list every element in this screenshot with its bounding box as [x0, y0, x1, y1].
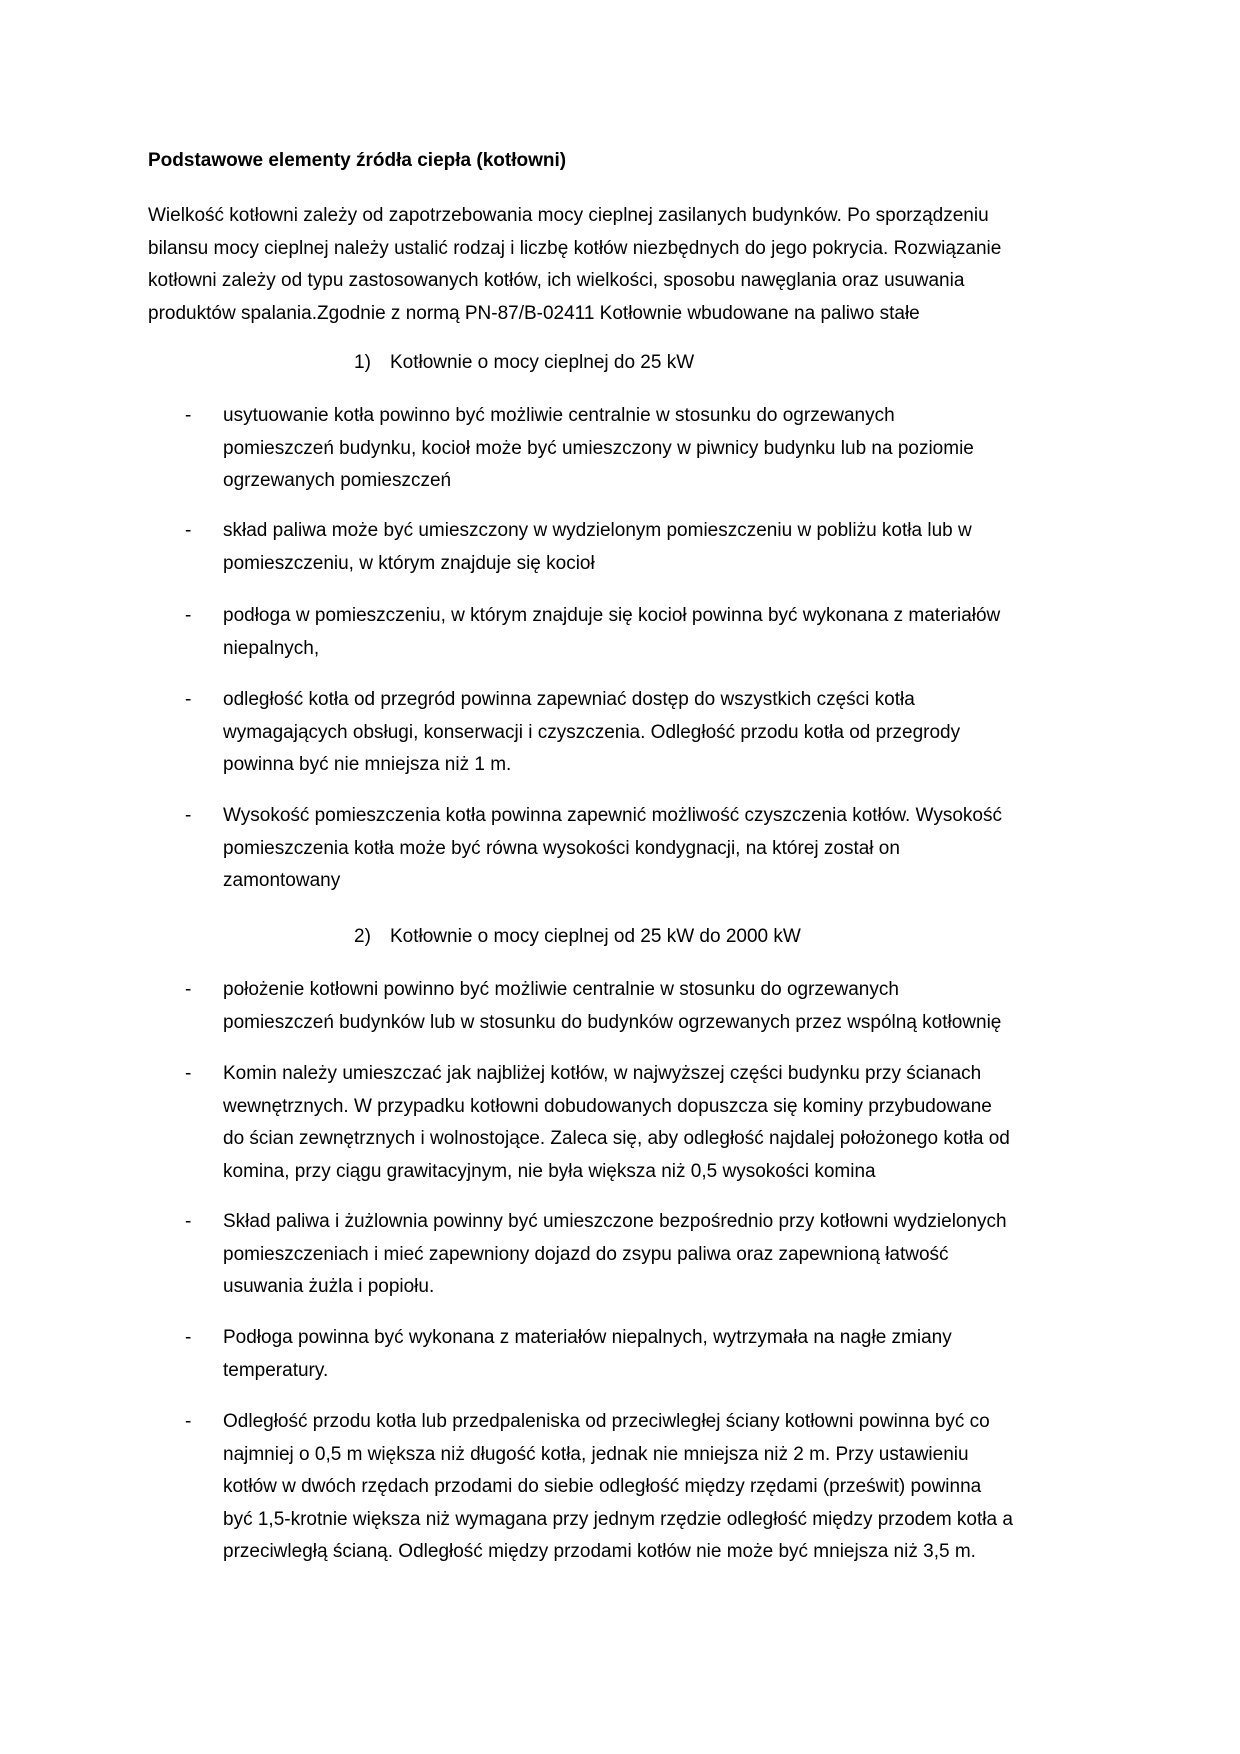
list-item-line: odległość kotła od przegród powinna zapewniać dostęp do wszystkich części kotła: [223, 689, 915, 710]
list-item-line: do ścian zewnętrznych i wolnostojące. Zaleca się, aby odległość najdalej położonego kotła od: [223, 1128, 1010, 1149]
list-item-line: usuwania żużla i popiołu.: [223, 1276, 435, 1297]
intro-line: bilansu mocy cieplnej należy ustalić rodzaj i liczbę kotłów niezbędnych do jego pokrycia. Rozwiązanie: [148, 237, 1002, 259]
list-item-text: [223, 600, 1103, 665]
list-item-line: przeciwległą ścianą. Odległość między przodami kotłów nie może być mniejsza niż 3,5 m.: [223, 1541, 976, 1562]
bullet-dash: -: [185, 689, 192, 710]
intro-line: produktów spalania.Zgodnie z normą PN-87/B-02411 Kotłownie wbudowane na paliwo stałe: [148, 302, 920, 324]
list-item-line: Skład paliwa i żużlownia powinny być umieszczone bezpośrednio przy kotłowni wydzielonych: [223, 1211, 1007, 1232]
list-item-line: wewnętrznych. W przypadku kotłowni dobudowanych dopuszcza się kominy przybudowane: [223, 1095, 992, 1117]
list-item-text: [223, 800, 1103, 898]
bullet-dash: -: [185, 1211, 192, 1232]
bullet-dash: -: [185, 1411, 192, 1432]
list-item-line: pomieszczeniach i mieć zapewniony dojazd do zsypu paliwa oraz zapewnioną łatwość: [223, 1243, 949, 1265]
section-heading-text: Kotłownie o mocy cieplnej do 25 kW: [390, 352, 695, 373]
list-item-line: pomieszczeń budynku, kocioł może być umieszczony w piwnicy budynku lub na poziomie: [223, 437, 974, 459]
list-item-text: [223, 1406, 1103, 1569]
bullet-dash: -: [185, 605, 192, 626]
list-item-line: pomieszczeniu, w którym znajduje się kocioł: [223, 552, 595, 574]
list-item-text: [223, 1322, 1103, 1387]
bullet-dash: -: [185, 979, 192, 1000]
section-number: 1): [354, 352, 371, 373]
list-item-line: ogrzewanych pomieszczeń: [223, 470, 452, 491]
bullet-dash: -: [185, 1063, 192, 1084]
list-item-text: [223, 515, 1103, 580]
list-item-line: wymagających obsługi, konserwacji i czyszczenia. Odległość przodu kotła od przegrody: [223, 721, 961, 743]
intro-line: Wielkość kotłowni zależy od zapotrzebowania mocy cieplnej zasilanych budynków. Po sporządzeniu: [148, 205, 989, 226]
section-heading-text: Kotłownie o mocy cieplnej od 25 kW do 2000 kW: [390, 926, 801, 947]
document-title: Podstawowe elementy źródła ciepła (kotłowni): [148, 150, 567, 171]
section-1-heading: [354, 350, 694, 376]
bullet-dash: -: [185, 1327, 192, 1348]
list-item-line: kotłów w dwóch rzędach przodami do siebie odległość między rzędami (prześwit) powinna: [223, 1476, 982, 1497]
list-item-line: najmniej o 0,5 m większa niż długość kotła, jednak nie mniejsza niż 2 m. Przy ustawieniu: [223, 1443, 969, 1465]
list-item-line: pomieszczeń budynków lub w stosunku do budynków ogrzewanych przez wspólną kotłownię: [223, 1011, 1002, 1033]
intro-paragraph: [148, 200, 1098, 330]
list-item-text: [223, 1206, 1103, 1304]
section-2-heading: [354, 924, 801, 950]
list-item-text: [223, 400, 1103, 498]
list-item-text: [223, 684, 1103, 782]
bullet-dash: -: [185, 520, 192, 541]
list-item-line: skład paliwa może być umieszczony w wydzielonym pomieszczeniu w pobliżu kotła lub w: [223, 520, 972, 541]
list-item-line: pomieszczenia kotła może być równa wysokości kondygnacji, na której został on: [223, 837, 900, 859]
list-item-line: Podłoga powinna być wykonana z materiałów niepalnych, wytrzymała na nagłe zmiany: [223, 1327, 952, 1348]
list-item-line: powinna być nie mniejsza niż 1 m.: [223, 754, 512, 775]
list-item-line: temperatury.: [223, 1359, 329, 1381]
bullet-dash: -: [185, 405, 192, 426]
list-item-line: Odległość przodu kotła lub przedpaleniska od przeciwległej ściany kotłowni powinna być co: [223, 1411, 990, 1432]
list-item-text: [223, 974, 1103, 1039]
list-item-line: Wysokość pomieszczenia kotła powinna zapewnić możliwość czyszczenia kotłów. Wysokość: [223, 805, 1002, 826]
list-item-line: niepalnych,: [223, 637, 320, 659]
bullet-dash: -: [185, 805, 192, 826]
list-item-line: położenie kotłowni powinno być możliwie centralnie w stosunku do ogrzewanych: [223, 979, 899, 1000]
list-item-text: [223, 1058, 1103, 1188]
list-item-line: Komin należy umieszczać jak najbliżej kotłów, w najwyższej części budynku przy ścianach: [223, 1063, 982, 1084]
list-item-line: zamontowany: [223, 870, 341, 891]
list-item-line: usytuowanie kotła powinno być możliwie centralnie w stosunku do ogrzewanych: [223, 405, 895, 426]
list-item-line: komina, przy ciągu grawitacyjnym, nie była większa niż 0,5 wysokości komina: [223, 1160, 876, 1182]
intro-line: kotłowni zależy od typu zastosowanych kotłów, ich wielkości, sposobu nawęglania oraz usuwania: [148, 270, 965, 291]
list-item-line: być 1,5-krotnie większa niż wymagana przy jednym rzędzie odległość między przodem kotła a: [223, 1508, 1013, 1530]
list-item-line: podłoga w pomieszczeniu, w którym znajduje się kocioł powinna być wykonana z materiałów: [223, 605, 1001, 626]
section-number: 2): [354, 926, 371, 947]
